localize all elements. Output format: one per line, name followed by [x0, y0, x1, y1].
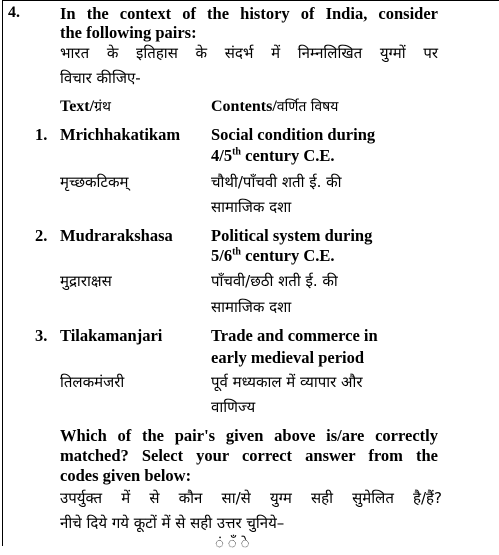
stem-en-line-1: In the context of the history of India, consider — [60, 4, 438, 23]
page-left-rule — [2, 0, 3, 546]
header-text-en: Text — [60, 98, 90, 115]
stem-hi-line-1: भारत के इतिहास के संदर्भ में निम्नलिखित युग्मों पर — [60, 44, 438, 62]
pair-2-number: 2. — [35, 226, 48, 245]
ask-en-line-1: Which of the pair's given above is/are correctly — [60, 426, 438, 445]
pair-3-content-hi-1: पूर्व मध्यकाल में व्यापार और — [211, 373, 363, 391]
ask-hi-line-1: उपर्युक्त में से कौन सा/से युग्म सही सुमेलित है/हैं? — [60, 489, 442, 507]
cut-off-next-line: ं ँ े — [215, 534, 250, 552]
pair-2-content-hi-1: पाँचवी/छठी शती ई. की — [211, 272, 338, 290]
page-top-rule — [2, 0, 499, 1]
header-text-hi: ग्रंथ — [94, 99, 111, 115]
pair-1-content-en-1: Social condition during — [211, 125, 376, 144]
pair-3-content-en-2: early medieval period — [211, 348, 365, 367]
pair-3-content-hi-2: वाणिज्य — [211, 398, 256, 416]
column-header-contents: Contents/वर्णित विषय — [211, 98, 339, 115]
column-header-text: Text/ग्रंथ — [60, 98, 111, 115]
stem-en-line-2: the following pairs: — [60, 23, 197, 42]
header-contents-en: Contents — [211, 98, 273, 115]
ask-hi-line-2: नीचे दिये गये कूटों में से सही उत्तर चुनिये– — [60, 514, 285, 532]
pair-2-content-en-1: Political system during — [211, 226, 373, 245]
question-number: 4. — [8, 4, 20, 21]
pair-2-text-hi: मुद्राराक्षस — [60, 272, 112, 290]
ask-en-line-2: matched? Select your correct answer from the — [60, 446, 438, 465]
pair-1-text-hi: मृच्छकटिकम् — [60, 173, 129, 191]
pair-3-text-en: Tilakamanjari — [60, 326, 163, 345]
header-contents-hi: वर्णित विषय — [276, 99, 339, 115]
pair-1-content-en-2: 4/5th century C.E. — [211, 146, 335, 165]
pair-2-content-hi-2: सामाजिक दशा — [211, 298, 292, 316]
ask-en-line-3: codes given below: — [60, 466, 192, 485]
pair-1-content-hi-1: चौथी/पाँचवी शती ई. की — [211, 173, 342, 191]
pair-3-content-en-1: Trade and commerce in — [211, 326, 378, 345]
pair-3-number: 3. — [35, 326, 48, 345]
pair-2-content-en-2: 5/6th century C.E. — [211, 246, 335, 265]
pair-3-text-hi: तिलकमंजरी — [60, 373, 125, 391]
pair-1-content-hi-2: सामाजिक दशा — [211, 198, 292, 216]
pair-1-text-en: Mrichhakatikam — [60, 125, 181, 144]
stem-hi-line-2: विचार कीजिए- — [60, 69, 141, 87]
pair-2-text-en: Mudrarakshasa — [60, 226, 173, 245]
pair-1-number: 1. — [35, 125, 48, 144]
